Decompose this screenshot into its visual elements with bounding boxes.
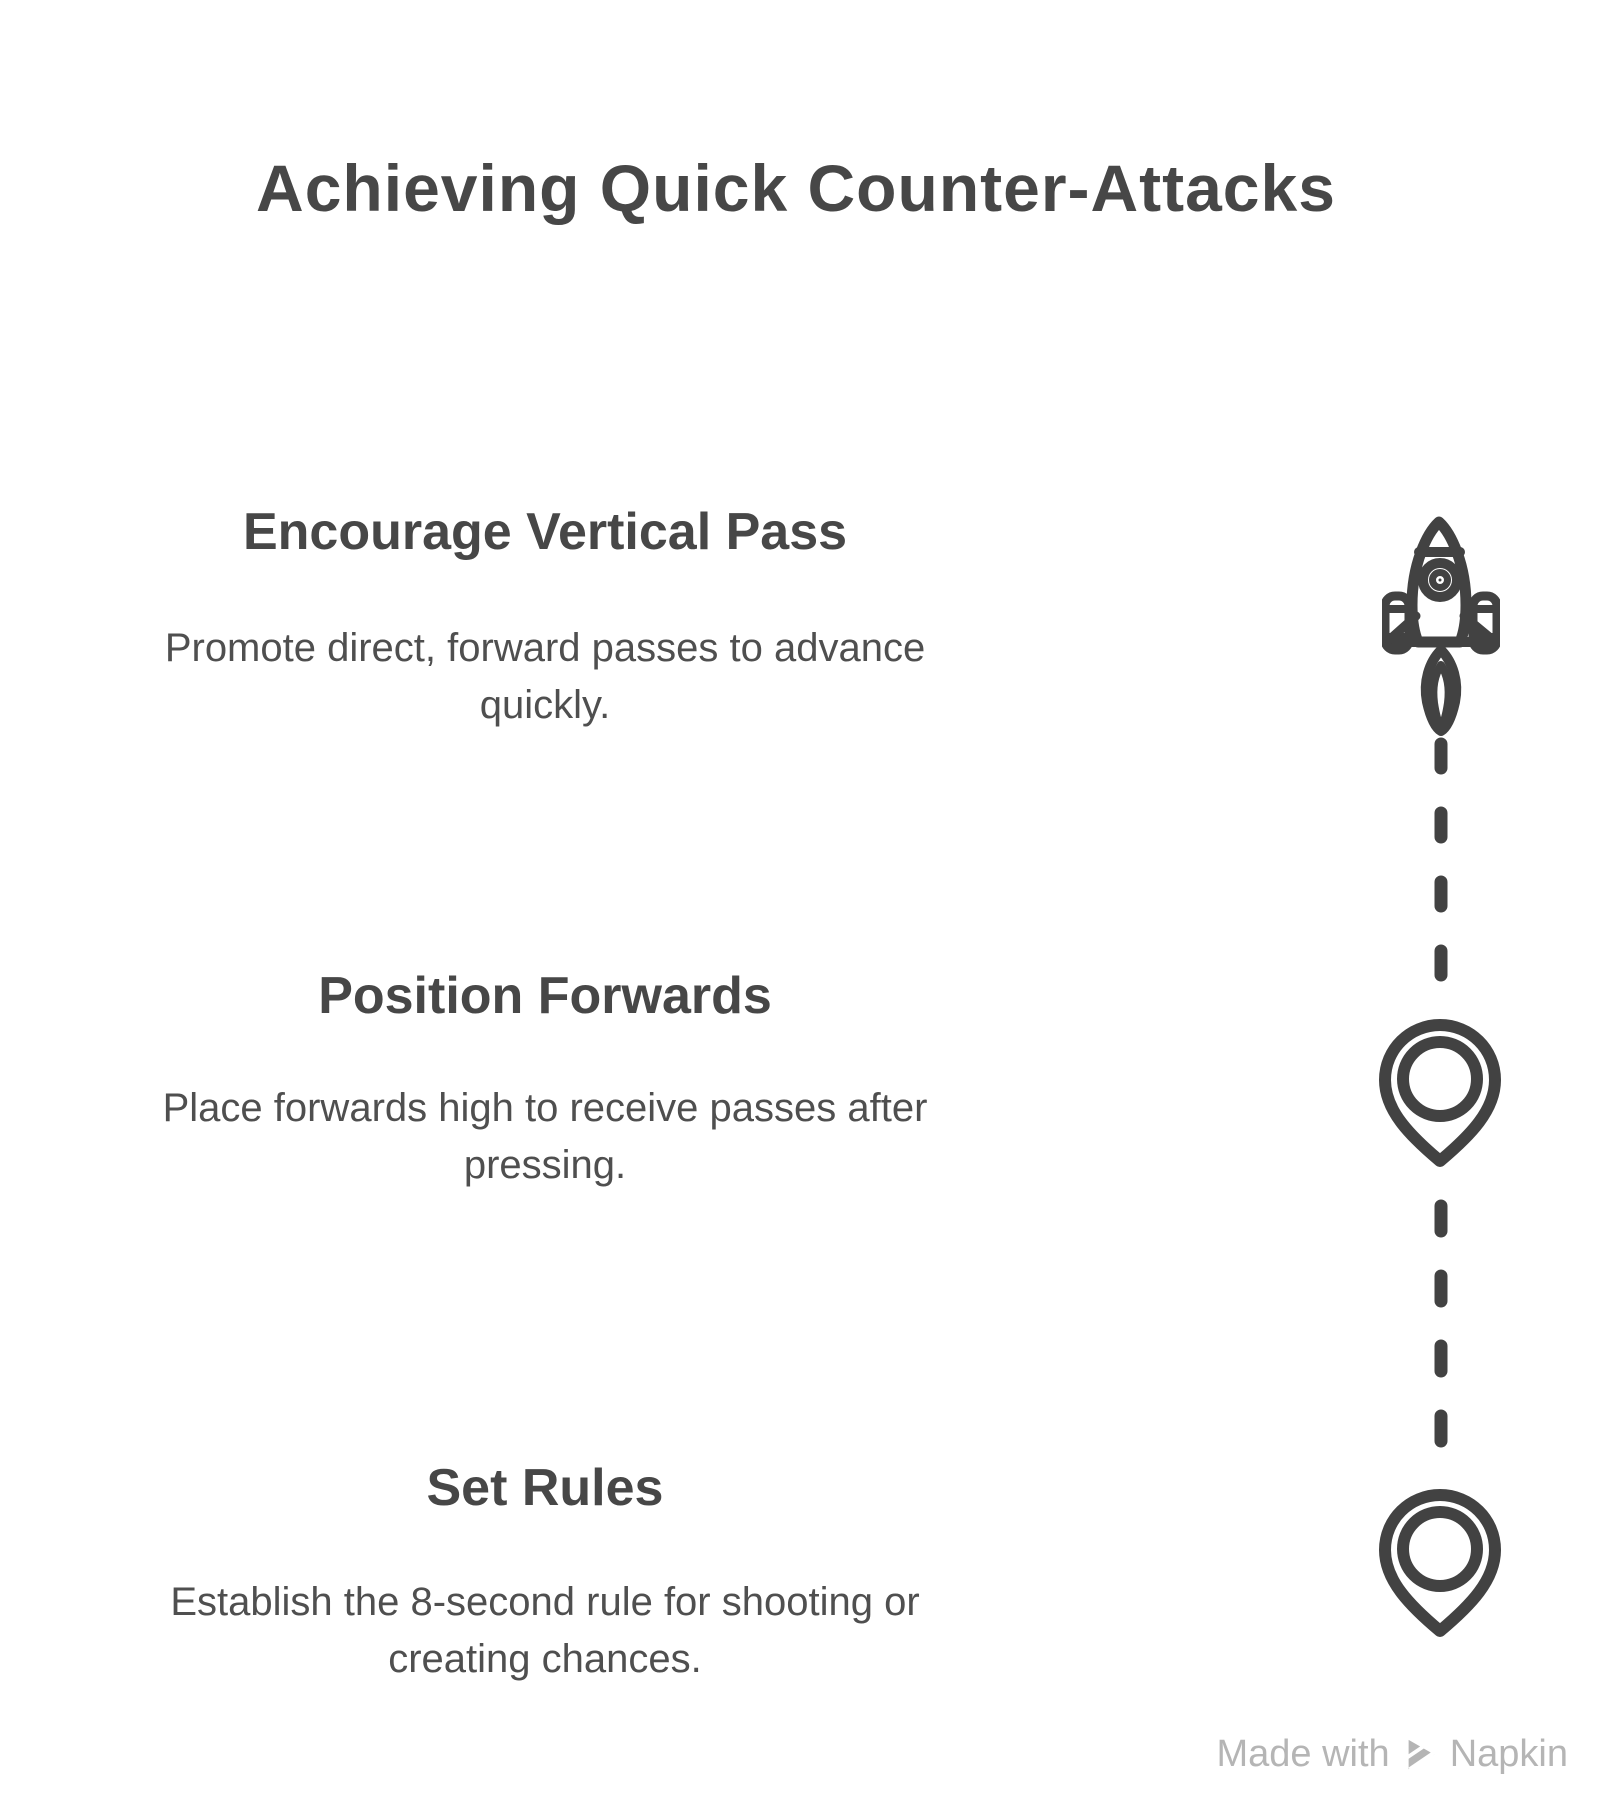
step-2-heading: Position Forwards <box>318 967 772 1025</box>
brand-label: Napkin <box>1449 1733 1568 1775</box>
made-with-label: Made with <box>1216 1733 1390 1775</box>
step-2-description: Place forwards high to receive passes after pressing. <box>162 1086 928 1187</box>
step-1-description: Promote direct, forward passes to advance quickly. <box>164 626 926 727</box>
map-pin-icon <box>1376 1488 1504 1645</box>
step-3-description: Establish the 8-second rule for shooting or creating chances. <box>170 1580 920 1681</box>
map-pin-icon <box>1376 1018 1504 1175</box>
napkin-logo-icon <box>1402 1736 1438 1774</box>
page-title: Achieving Quick Counter-Attacks <box>256 151 1336 225</box>
made-with-napkin-credit[interactable] <box>1217 1733 1569 1776</box>
rocket-icon <box>1382 514 1500 759</box>
dashed-connector <box>1433 1192 1449 1469</box>
step-3-heading: Set Rules <box>426 1459 664 1517</box>
dashed-connector <box>1433 732 1449 997</box>
step-1-heading: Encourage Vertical Pass <box>242 503 848 561</box>
